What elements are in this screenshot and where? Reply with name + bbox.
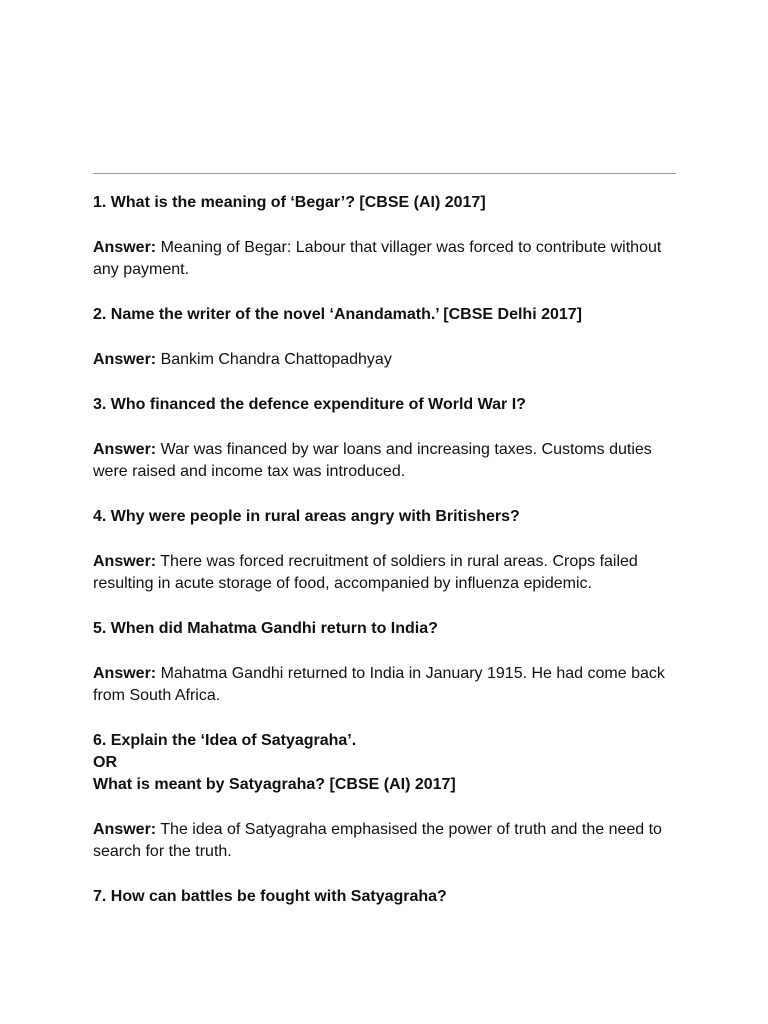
answer-6-text: The idea of Satyagraha emphasised the power of truth and the need to search for the truth.: [93, 821, 662, 860]
question-5-text: 5. When did Mahatma Gandhi return to India?: [93, 620, 438, 637]
answer-1-text: Meaning of Begar: Labour that villager was forced to contribute without any payment.: [93, 239, 662, 278]
answer-4-text: There was forced recruitment of soldiers in rural areas. Crops failed resulting in acute storage of food, accompanied by influenza epidemic.: [93, 553, 638, 592]
question-2: [93, 304, 683, 326]
question-6-alt-text: What is meant by Satyagraha? [CBSE (AI) 2017]: [93, 776, 456, 793]
answer-6: [93, 819, 683, 863]
answer-5: [93, 663, 683, 707]
question-1-text: 1. What is the meaning of ‘Begar’? [CBSE (AI) 2017]: [93, 194, 486, 211]
answer-3-text: War was financed by war loans and increasing taxes. Customs duties were raised and income tax was introduced.: [93, 441, 652, 480]
question-7-text: 7. How can battles be fought with Satyagraha?: [93, 888, 447, 905]
answer-1: [93, 237, 683, 281]
question-4: [93, 506, 683, 528]
answer-1-label: Answer:: [93, 239, 157, 256]
question-3-text: 3. Who financed the defence expenditure of World War I?: [93, 396, 526, 413]
question-5: [93, 618, 683, 640]
answer-2-text: Bankim Chandra Chattopadhyay: [160, 351, 392, 368]
answer-3: [93, 439, 683, 483]
question-3: [93, 394, 683, 416]
question-6-or: OR: [93, 754, 117, 771]
answer-5-text: Mahatma Gandhi returned to India in January 1915. He had come back from South Africa.: [93, 665, 665, 704]
answer-4: [93, 551, 683, 595]
answer-2-label: Answer:: [93, 351, 157, 368]
answer-3-label: Answer:: [93, 441, 157, 458]
answer-4-label: Answer:: [93, 553, 157, 570]
qa-list: [93, 192, 683, 931]
answer-6-label: Answer:: [93, 821, 157, 838]
horizontal-divider: [93, 173, 676, 174]
question-6-text: 6. Explain the ‘Idea of Satyagraha’.: [93, 732, 357, 749]
answer-2: [93, 349, 683, 371]
question-1: [93, 192, 683, 214]
answer-5-label: Answer:: [93, 665, 157, 682]
question-4-text: 4. Why were people in rural areas angry with Britishers?: [93, 508, 520, 525]
question-2-text: 2. Name the writer of the novel ‘Anandamath.’ [CBSE Delhi 2017]: [93, 306, 583, 323]
question-6: [93, 730, 683, 796]
question-7: [93, 886, 683, 908]
